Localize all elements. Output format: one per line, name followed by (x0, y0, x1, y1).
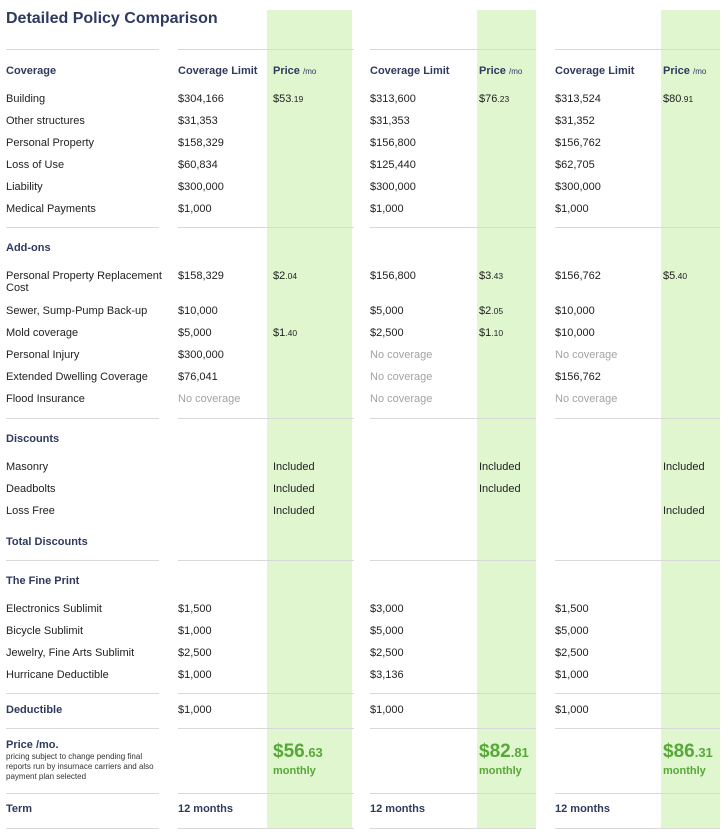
coverage-limit-value: $10,000 (555, 305, 595, 317)
total-dollars: $82 (479, 741, 511, 762)
row-label: Personal Property Replacement (6, 270, 162, 282)
coverage-limit-value: $5,000 (370, 305, 404, 317)
row-label: Loss of Use (6, 159, 65, 171)
row-divider (6, 693, 159, 694)
row-label: Hurricane Deductible (6, 669, 109, 681)
price-value (663, 92, 693, 106)
row-label: Extended Dwelling Coverage (6, 371, 148, 383)
column-header-price (273, 64, 316, 79)
sublimit-value: $5,000 (555, 625, 589, 637)
row-divider (178, 793, 354, 794)
row-divider (6, 728, 159, 729)
discount-status: Included (479, 461, 521, 473)
column-header-coverage-limit: Coverage Limit (178, 65, 258, 77)
price-per-month-label: Price /mo. (6, 739, 59, 751)
row-divider (555, 728, 720, 729)
row-divider (178, 828, 354, 829)
discount-status: Included (273, 461, 315, 473)
row-divider (178, 693, 354, 694)
sublimit-value: $2,500 (370, 647, 404, 659)
price-dollars: $2 (273, 270, 286, 282)
row-divider (555, 49, 720, 50)
row-label: Personal Property (6, 137, 95, 149)
coverage-limit-value: $156,762 (555, 137, 601, 149)
row-divider (370, 418, 536, 419)
coverage-limit-value: $2,500 (370, 327, 404, 339)
deductible-label: Deductible (6, 704, 63, 716)
price-value (479, 304, 503, 318)
discount-status: Included (663, 461, 705, 473)
total-dollars: $56 (273, 741, 305, 762)
row-divider (178, 49, 354, 50)
row-divider (370, 693, 536, 694)
row-label: Masonry (6, 461, 49, 473)
price-cents: .40 (675, 271, 688, 281)
row-divider (178, 418, 354, 419)
row-divider (370, 828, 536, 829)
deductible-value: $1,000 (370, 704, 404, 716)
discount-status: Included (663, 505, 705, 517)
total-cents: .31 (694, 745, 713, 760)
column-header-price (663, 64, 706, 79)
sublimit-value: $1,000 (178, 625, 212, 637)
row-divider (370, 49, 536, 50)
row-label: Mold coverage (6, 327, 79, 339)
section-heading-total-discounts: Total Discounts (6, 536, 88, 548)
price-value (479, 269, 503, 283)
coverage-limit-value: $5,000 (178, 327, 212, 339)
row-divider (178, 227, 354, 228)
term-value: 12 months (178, 803, 234, 815)
price-header-label: Price (479, 65, 509, 77)
coverage-limit-value: $31,353 (178, 115, 218, 127)
sublimit-value: $1,500 (178, 603, 212, 615)
plan-2-price-column (477, 10, 536, 828)
coverage-limit-value: $62,705 (555, 159, 595, 171)
coverage-limit-value: No coverage (178, 393, 241, 405)
plan-1-price-column (267, 10, 352, 828)
price-cents: .10 (491, 328, 504, 338)
row-label: Medical Payments (6, 203, 96, 215)
coverage-limit-value: $300,000 (370, 181, 416, 193)
price-cents: .19 (291, 94, 304, 104)
price-cents: .04 (285, 271, 298, 281)
row-divider (6, 560, 159, 561)
section-heading-fine-print: The Fine Print (6, 575, 80, 587)
row-label: Building (6, 93, 46, 105)
row-divider (370, 560, 536, 561)
sublimit-value: $2,500 (178, 647, 212, 659)
column-header-coverage-limit: Coverage Limit (555, 65, 635, 77)
price-dollars: $3 (479, 270, 492, 282)
term-value: 12 months (370, 803, 426, 815)
price-cents: .40 (285, 328, 298, 338)
sublimit-value: $5,000 (370, 625, 404, 637)
pricing-disclaimer: pricing subject to change pending final reports run by insurnace carriers and also payment plan selected (6, 752, 154, 781)
page-title: Detailed Policy Comparison (6, 10, 218, 27)
row-divider (555, 227, 720, 228)
price-dollars: $76 (479, 93, 498, 105)
row-divider (6, 418, 159, 419)
coverage-limit-value: No coverage (555, 349, 618, 361)
total-cents: .81 (510, 745, 529, 760)
price-header-label: Price (273, 65, 303, 77)
row-label-continued: Cost (6, 282, 29, 294)
row-label: Flood Insurance (6, 393, 85, 405)
coverage-limit-value: $31,353 (370, 115, 410, 127)
row-divider (6, 828, 159, 829)
coverage-limit-value: $10,000 (555, 327, 595, 339)
price-dollars: $1 (273, 327, 286, 339)
sublimit-value: $1,000 (178, 669, 212, 681)
row-divider (178, 728, 354, 729)
sublimit-value: $1,000 (555, 669, 589, 681)
discount-status: Included (273, 505, 315, 517)
price-cents: .23 (497, 94, 510, 104)
deductible-value: $1,000 (555, 704, 589, 716)
price-value (273, 269, 297, 283)
monthly-total-price (273, 742, 323, 764)
row-divider (6, 49, 159, 50)
price-value (273, 92, 303, 106)
monthly-label: monthly (663, 765, 706, 777)
section-heading-discounts: Discounts (6, 433, 60, 445)
price-dollars: $80 (663, 93, 682, 105)
price-cents: .05 (491, 306, 504, 316)
row-divider (555, 828, 720, 829)
monthly-label: monthly (479, 765, 522, 777)
row-label: Electronics Sublimit (6, 603, 102, 615)
coverage-limit-value: No coverage (370, 371, 433, 383)
row-label: Deadbolts (6, 483, 56, 495)
discount-status: Included (273, 483, 315, 495)
row-divider (6, 793, 159, 794)
row-divider (370, 728, 536, 729)
price-value (273, 326, 297, 340)
coverage-limit-value: No coverage (370, 393, 433, 405)
price-header-label: Price (663, 65, 693, 77)
row-divider (555, 560, 720, 561)
price-header-unit: /mo (302, 67, 317, 76)
coverage-limit-value: $156,762 (555, 270, 601, 282)
coverage-limit-value: $304,166 (178, 93, 224, 105)
row-label: Jewelry, Fine Arts Sublimit (6, 647, 135, 659)
coverage-limit-value: No coverage (555, 393, 618, 405)
column-header-coverage-limit: Coverage Limit (370, 65, 450, 77)
price-cents: .43 (491, 271, 504, 281)
price-value (479, 92, 509, 106)
coverage-limit-value: $156,800 (370, 270, 416, 282)
row-divider (370, 227, 536, 228)
row-divider (370, 793, 536, 794)
section-heading-addons: Add-ons (6, 242, 51, 254)
row-divider (555, 793, 720, 794)
price-header-unit: /mo (692, 67, 707, 76)
coverage-limit-value: $60,834 (178, 159, 218, 171)
plan-3-price-column (661, 10, 720, 828)
monthly-total-price (663, 742, 713, 764)
coverage-limit-value: $313,524 (555, 93, 601, 105)
coverage-limit-value: $300,000 (178, 349, 224, 361)
row-label: Other structures (6, 115, 85, 127)
column-header-price (479, 64, 522, 79)
coverage-limit-value: $1,000 (555, 203, 589, 215)
price-header-unit: /mo (508, 67, 523, 76)
row-divider (555, 693, 720, 694)
price-dollars: $53 (273, 93, 292, 105)
term-value: 12 months (555, 803, 611, 815)
discount-status: Included (479, 483, 521, 495)
deductible-value: $1,000 (178, 704, 212, 716)
sublimit-value: $2,500 (555, 647, 589, 659)
coverage-limit-value: $10,000 (178, 305, 218, 317)
coverage-limit-value: $158,329 (178, 137, 224, 149)
row-label: Sewer, Sump-Pump Back-up (6, 305, 148, 317)
sublimit-value: $3,136 (370, 669, 404, 681)
coverage-limit-value: $156,800 (370, 137, 416, 149)
price-cents: .91 (681, 94, 694, 104)
coverage-limit-value: $156,762 (555, 371, 601, 383)
coverage-limit-value: $1,000 (178, 203, 212, 215)
coverage-limit-value: $158,329 (178, 270, 224, 282)
price-dollars: $5 (663, 270, 676, 282)
row-divider (178, 560, 354, 561)
coverage-limit-value: $300,000 (178, 181, 224, 193)
sublimit-value: $3,000 (370, 603, 404, 615)
total-cents: .63 (304, 745, 323, 760)
price-dollars: $2 (479, 305, 492, 317)
row-label: Loss Free (6, 505, 55, 517)
monthly-total-price (479, 742, 529, 764)
coverage-limit-value: $76,041 (178, 371, 218, 383)
coverage-limit-value: $300,000 (555, 181, 601, 193)
coverage-limit-value: $125,440 (370, 159, 416, 171)
price-dollars: $1 (479, 327, 492, 339)
column-header-coverage: Coverage (6, 65, 57, 77)
row-label: Personal Injury (6, 349, 80, 361)
sublimit-value: $1,500 (555, 603, 589, 615)
coverage-limit-value: $313,600 (370, 93, 416, 105)
row-label: Liability (6, 181, 43, 193)
row-divider (555, 418, 720, 419)
price-value (479, 326, 503, 340)
monthly-label: monthly (273, 765, 316, 777)
price-value (663, 269, 687, 283)
coverage-limit-value: $1,000 (370, 203, 404, 215)
row-divider (6, 227, 159, 228)
row-label: Bicycle Sublimit (6, 625, 84, 637)
term-label: Term (6, 803, 33, 815)
coverage-limit-value: No coverage (370, 349, 433, 361)
total-dollars: $86 (663, 741, 695, 762)
coverage-limit-value: $31,352 (555, 115, 595, 127)
